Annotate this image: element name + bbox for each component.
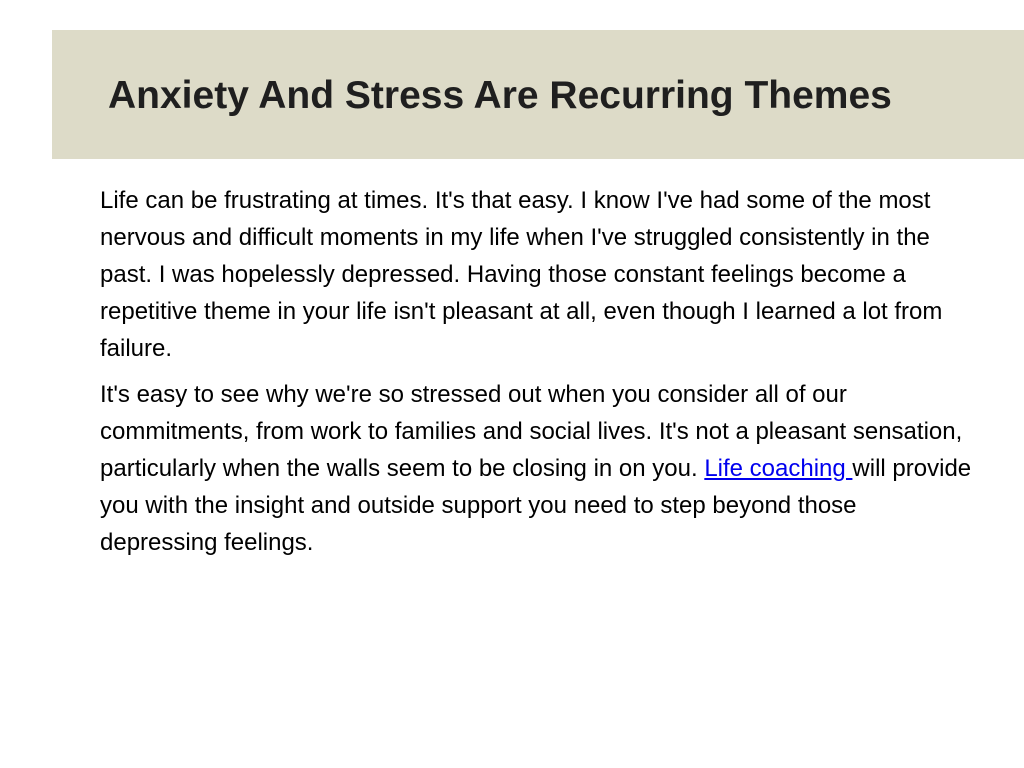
slide-title: Anxiety And Stress Are Recurring Themes — [108, 74, 892, 117]
slide-body — [100, 182, 980, 570]
paragraph-2 — [100, 376, 980, 561]
paragraph-2-text-before-link: It's easy to see why we're so stressed out when you consider all of our commitments, from work to families and social lives. It's not a pleasant sensation, particularly when the walls seem to be closing in on you. — [100, 381, 963, 482]
title-band — [52, 30, 1024, 159]
life-coaching-link[interactable]: Life coaching — [704, 455, 853, 482]
paragraph-1: Life can be frustrating at times. It's that easy. I know I've had some of the most nervous and difficult moments in my life when I've struggled consistently in the past. I was hopelessly depressed. Having those constant feelings become a repetitive theme in your life isn't pleasant at all, even though I learned a lot from failure. — [100, 187, 943, 362]
paragraph-2-text-after-link: will provide you with the insight and outside support you need to step beyond those depressing feelings. — [100, 455, 972, 556]
